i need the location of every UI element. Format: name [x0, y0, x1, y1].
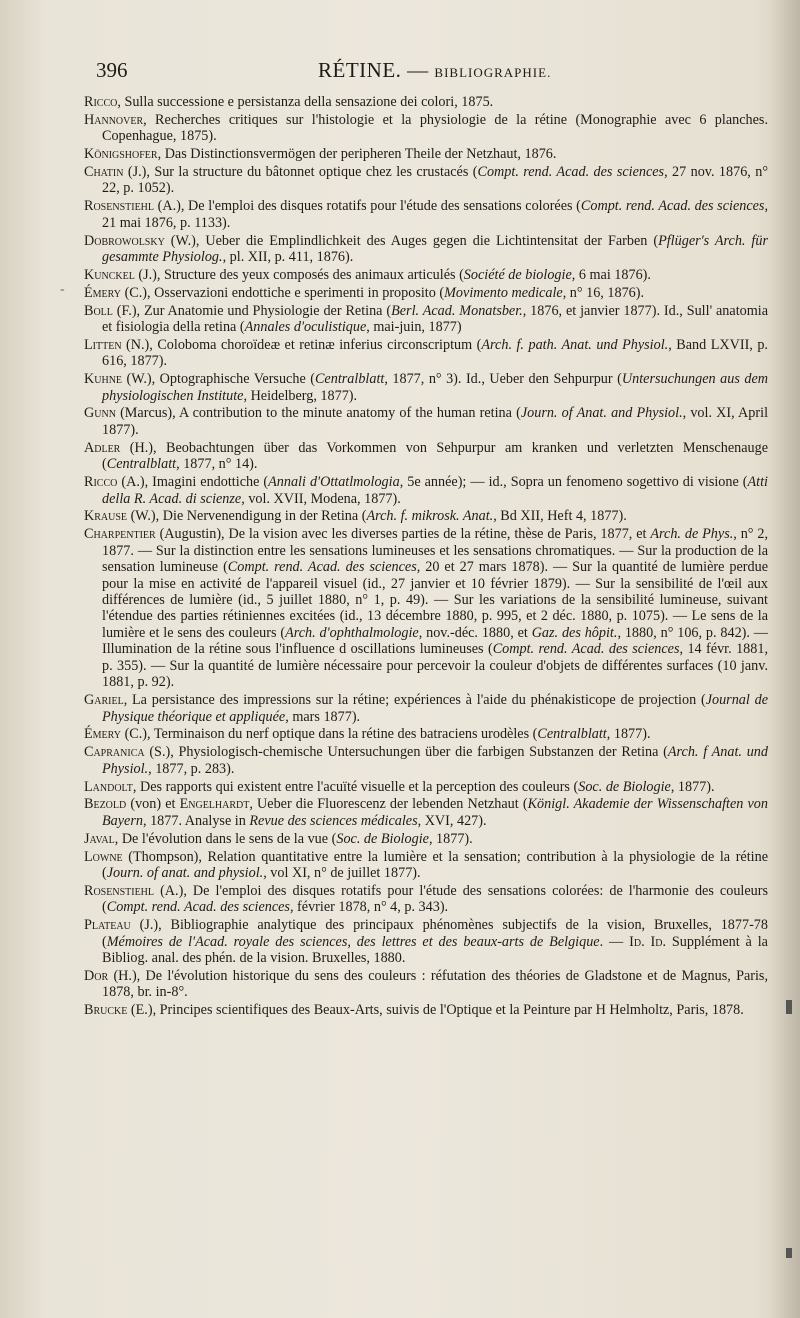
bibliography-entry	[84, 726, 768, 742]
running-title-separator: —	[401, 58, 435, 82]
entry-text: , Band LXVII, p. 616, 1877).	[102, 336, 768, 370]
entry-text: , février 1878, n° 4, p. 343).	[289, 899, 449, 916]
entry-text: , pl. XII, p. 411, 1876).	[222, 249, 354, 266]
entry-author: Émery	[84, 284, 122, 301]
entry-text: , Recherches critiques sur l'histologie et la physiologie de la rétine (Monographie avec 6 planches. Copenhague, 1875).	[102, 111, 768, 145]
entry-source: Arch. d'ophthalmologie	[285, 624, 419, 641]
entry-source: Atti della R. Acad. di scienze	[102, 474, 768, 507]
entry-text: , 21 mai 1876, p. 1133).	[102, 198, 768, 231]
bibliography-entry	[84, 371, 768, 404]
entry-source: Arch. de Phys.	[650, 526, 734, 543]
entry-text: , 1877, n° 3). Id., Ueber den Sehpurpur (	[384, 371, 622, 388]
entry-source: Centralblatt	[106, 456, 177, 473]
entry-text: (von) et	[126, 796, 180, 813]
bibliography-entry	[84, 779, 768, 795]
entry-text: (A.), De l'emploi des disques rotatifs pour l'étude des sensations colorées (	[154, 198, 581, 215]
entry-text: , 1877. Analyse in	[142, 812, 250, 829]
bibliography-entry	[84, 112, 768, 145]
entry-source: Compt. rend. Acad. des sciences	[580, 198, 765, 215]
entry-author: Landolt	[84, 778, 133, 795]
entry-text: , Des rapports qui existent entre l'acuïté visuelle et la perception des couleurs (	[132, 778, 579, 795]
entry-text: . —	[599, 933, 630, 950]
bibliography-entry	[84, 474, 768, 507]
entry-text: , 1876, et janvier 1877). Id., Sull' anatomia et fisiologia della retina (	[102, 302, 769, 336]
entry-text: , nov.-déc. 1880, et	[418, 624, 532, 641]
bibliography-entry	[84, 267, 768, 283]
entry-text: , XVI, 427).	[417, 812, 487, 829]
bibliography-entry	[84, 744, 768, 777]
entry-text: (J.), Sur la structure du bâtonnet optique chez les crustacés (	[123, 163, 478, 180]
entry-source: Journal de Physique théorique et appliquée	[102, 692, 768, 725]
entry-text: (F.), Zur Anatomie und Physiologie der Retina (	[112, 302, 392, 319]
entry-text: , n° 16, 1876).	[562, 284, 645, 301]
entry-author: Kunckel	[84, 266, 135, 283]
entry-text: , 20 et 27 mars 1878). — Sur la quantité de lumière perdue pour la mise en activité de l'appareil visuel (id., 27 janvier et 10 février 1879). — Sur la sensibilité de l'œil aux différences de lumière (id., 5 juillet 1880, n° 1, p. 49). — Sur les variations de la sensibilité lumineuse, suivant l'étendue des parties rétiniennes excitées (id., 13 décembre 1880, p. 995, et 2 déc. 1880, p. 1075). — Le sens de la lumière et le sens des couleurs (	[102, 559, 768, 641]
bibliography-entry	[84, 796, 768, 829]
entry-text: , De l'évolution dans le sens de la vue (	[114, 830, 337, 847]
entry-text: , 1880, n° 106, p. 842). — Illumination de la rétine sous l'influence d oscillations lumineuses (	[102, 624, 768, 658]
entry-text: Supplément à la Bibliog. anal. des phén. de la vision. Bruxelles, 1880.	[102, 933, 768, 967]
entry-text: (W.), Optographische Versuche (	[122, 371, 315, 388]
entry-text: , Das Distinctionsvermögen der peripheren Theile der Netzhaut, 1876.	[157, 146, 557, 163]
entry-text: (J.), Bibliographie analytique des principaux phénomènes subjectifs de la vision, Bruxelles, 1877-78 (	[102, 917, 768, 950]
entry-source: Movimento medicale	[444, 284, 563, 301]
entry-text: (A.), De l'emploi des disques rotatifs pour l'étude des sensations colorées: de l'harmonie des couleurs (	[102, 882, 768, 916]
entry-source: Berl. Acad. Monatsber.	[391, 302, 523, 319]
entry-source: Revue des sciences médicales	[249, 812, 418, 829]
entry-author: Javal	[84, 830, 115, 847]
entry-text: (Thompson), Relation quantitative entre la lumière et la sensation; contribution à la physiologie de la rétine (	[102, 848, 768, 881]
bibliography-entry	[84, 440, 768, 473]
entry-author: Dobrowolsky	[84, 232, 165, 249]
entry-author: Brucke	[84, 1002, 128, 1019]
entry-source: Compt. rend. Acad. des sciences	[106, 899, 290, 916]
bibliography-entry	[84, 508, 768, 524]
bibliography-entry	[84, 883, 768, 916]
entry-source: Compt. rend. Acad. des sciences	[492, 641, 680, 658]
entry-text: , Ueber die Fluorescenz der lebenden Netzhaut (	[249, 796, 528, 813]
bibliography-entry	[84, 146, 768, 162]
edge-mark	[786, 1248, 792, 1258]
entry-text: , 1877, p. 283).	[148, 760, 235, 777]
entry-text: , 14 févr. 1881, p. 355). — Sur la quantité de lumière nécessaire pour percevoir la couleur d'objets de différentes surfaces (10 janv. 1881, p. 92).	[102, 641, 769, 691]
entry-source: Soc. de Biologie	[336, 830, 429, 847]
bibliography-list	[84, 94, 768, 1020]
entry-source: Untersuchungen aus dem physiologischen Institute	[102, 371, 768, 404]
entry-author: Id. Id.	[629, 933, 666, 950]
bibliography-entry	[84, 337, 768, 370]
entry-author: Litten	[84, 336, 122, 353]
page-edge-shadow	[770, 0, 800, 1318]
bibliography-entry	[84, 917, 768, 966]
entry-text: , 27 nov. 1876, n° 22, p. 1052).	[102, 163, 768, 197]
entry-text: (Marcus), A contribution to the minute anatomy of the human retina (	[115, 405, 521, 422]
entry-text: (C.), Terminaison du nerf optique dans la rétine des batraciens urodèles (	[121, 726, 538, 743]
entry-text: (W.), Die Nervenendigung in der Retina (	[127, 508, 367, 525]
entry-text: , 1877).	[606, 726, 651, 743]
entry-text: (W.), Ueber die Emplindlichkeit des Auges gegen die Lichtintensitat der Farben (	[164, 232, 659, 249]
bibliography-entry	[84, 526, 768, 691]
entry-author: Chatin	[84, 163, 124, 180]
entry-author: Königshofer	[84, 146, 158, 163]
entry-text: (J.), Structure des yeux composés des animaux articulés (	[134, 266, 464, 283]
entry-source: Königl. Akademie der Wissenschaften von Bayern	[102, 796, 768, 829]
running-header	[96, 58, 768, 88]
entry-author: Rosenstiehl	[84, 198, 155, 215]
entry-author: Kuhne	[84, 371, 123, 388]
entry-author: Boll	[84, 302, 113, 319]
bibliography-entry	[84, 233, 768, 266]
entry-source: Centralblatt	[537, 726, 607, 743]
bibliography-entry	[84, 303, 768, 336]
entry-text: , 6 mai 1876).	[571, 266, 651, 283]
entry-source: Journ. of anat. and physiol.	[106, 864, 264, 881]
bibliography-entry	[84, 692, 768, 725]
entry-source: Centralblatt	[314, 371, 385, 388]
entry-author: Charpentier	[84, 526, 156, 543]
entry-text: (N.), Coloboma choroïdeæ et retinæ inferius circonscriptum (	[121, 336, 482, 353]
entry-text: , 5e année); — id., Sopra un fenomeno sogettivo di visione (	[399, 474, 748, 491]
bibliography-entry	[84, 405, 768, 438]
entry-author: Ricco	[84, 474, 118, 491]
entry-text: , Bd XII, Heft 4, 1877).	[493, 508, 627, 525]
page-number: 396	[96, 58, 128, 82]
entry-author: Dor	[84, 967, 109, 984]
entry-text: (H.), De l'évolution historique du sens des couleurs : réfutation des théories de Gladstone et de Magnus, Paris, 1878, br. in-8°.	[102, 967, 768, 1001]
entry-source: Gaz. des hôpit.	[531, 624, 618, 641]
entry-text: (S.), Physiologisch-chemische Untersuchungen über die farbigen Substanzen der Retina (	[144, 744, 668, 761]
entry-author: Gariel	[84, 692, 124, 709]
entry-source: Compt. rend. Acad. des sciences	[227, 559, 417, 576]
entry-author: Émery	[84, 726, 122, 743]
entry-author: Adler	[84, 439, 121, 456]
entry-source: Pflüger's Arch. für gesammte Physiolog.	[102, 232, 768, 266]
entry-text: , mars 1877).	[285, 708, 361, 725]
entry-text: , vol. XI, April 1877).	[102, 405, 769, 438]
entry-author: Hannover	[84, 111, 144, 128]
entry-source: Annales d'oculistique	[244, 319, 367, 336]
entry-author: Engelhardt	[179, 796, 250, 813]
entry-text: , 1877, n° 14).	[176, 456, 258, 473]
entry-source: Arch. f. mikrosk. Anat.	[366, 508, 494, 525]
margin-mark: -	[60, 282, 65, 297]
running-title-sub: BIBLIOGRAPHIE.	[434, 65, 552, 80]
entry-author: Bezold	[84, 796, 127, 813]
entry-author: Gunn	[84, 405, 116, 422]
entry-text: , Sulla successione e persistanza della sensazione dei colori, 1875.	[117, 94, 494, 110]
bibliography-entry	[84, 285, 768, 301]
bibliography-entry	[84, 164, 768, 197]
bibliography-entry	[84, 849, 768, 882]
entry-text: , vol XI, n° de juillet 1877).	[263, 864, 421, 881]
entry-source: Compt. rend. Acad. des sciences	[477, 163, 665, 180]
entry-text: , vol. XVII, Modena, 1877).	[241, 490, 401, 507]
bibliography-entry	[84, 94, 768, 110]
entry-source: Arch. f Anat. und Physiol.	[102, 744, 768, 777]
running-title-main: RÉTINE.	[318, 58, 402, 82]
entry-source: Journ. of Anat. and Physiol.	[520, 405, 683, 422]
entry-source: Société de biologie	[463, 266, 572, 283]
entry-source: Mémoires de l'Acad. royale des sciences, des lettres et des beaux-arts de Belgique	[106, 933, 600, 950]
entry-text: , 1877).	[428, 830, 473, 847]
bibliography-entry	[84, 968, 768, 1001]
bibliography-entry	[84, 198, 768, 231]
entry-text: (C.), Osservazioni endottiche e sperimenti in proposito (	[121, 284, 445, 301]
entry-author: Plateau	[84, 917, 131, 934]
edge-mark	[786, 1000, 792, 1014]
bibliography-entry	[84, 1002, 768, 1018]
entry-text: (H.), Beobachtungen über das Vorkommen von Sehpurpur am kranken und verletzten Menschenauge (	[102, 439, 768, 473]
entry-text: , n° 2, 1877. — Sur la distinction entre les sensations lumineuses et les sensations chromatiques. — Sur la production de la sensation lumineuse (	[102, 526, 768, 576]
entry-author: Lowne	[84, 848, 123, 865]
entry-author: Krause	[84, 508, 128, 525]
entry-text: (A.), Imagini endottiche (	[117, 474, 269, 491]
entry-source: Annali d'Ottatlmologia	[268, 474, 400, 491]
entry-text: (E.), Principes scientifiques des Beaux-Arts, suivis de l'Optique et la Peinture par H Helmholtz, Paris, 1878.	[127, 1002, 744, 1019]
entry-text: , 1877).	[670, 778, 715, 795]
entry-text: , Heidelberg, 1877).	[243, 387, 358, 404]
entry-text: , mai-juin, 1877)	[366, 319, 462, 336]
bibliography-entry	[84, 831, 768, 847]
running-title	[318, 58, 551, 83]
entry-author: Rosenstiehl	[84, 882, 155, 899]
entry-text: , La persistance des impressions sur la rétine; expériences à l'aide du phénakisticope de projection (	[123, 692, 706, 709]
entry-source: Soc. de Biologie	[578, 778, 671, 795]
entry-text: (Augustin), De la vision avec les diverses parties de la rétine, thèse de Paris, 1877, et	[155, 526, 651, 543]
entry-source: Arch. f. path. Anat. und Physiol.	[481, 336, 669, 353]
entry-author: Capranica	[84, 744, 145, 761]
entry-author: Ricco	[84, 94, 118, 110]
